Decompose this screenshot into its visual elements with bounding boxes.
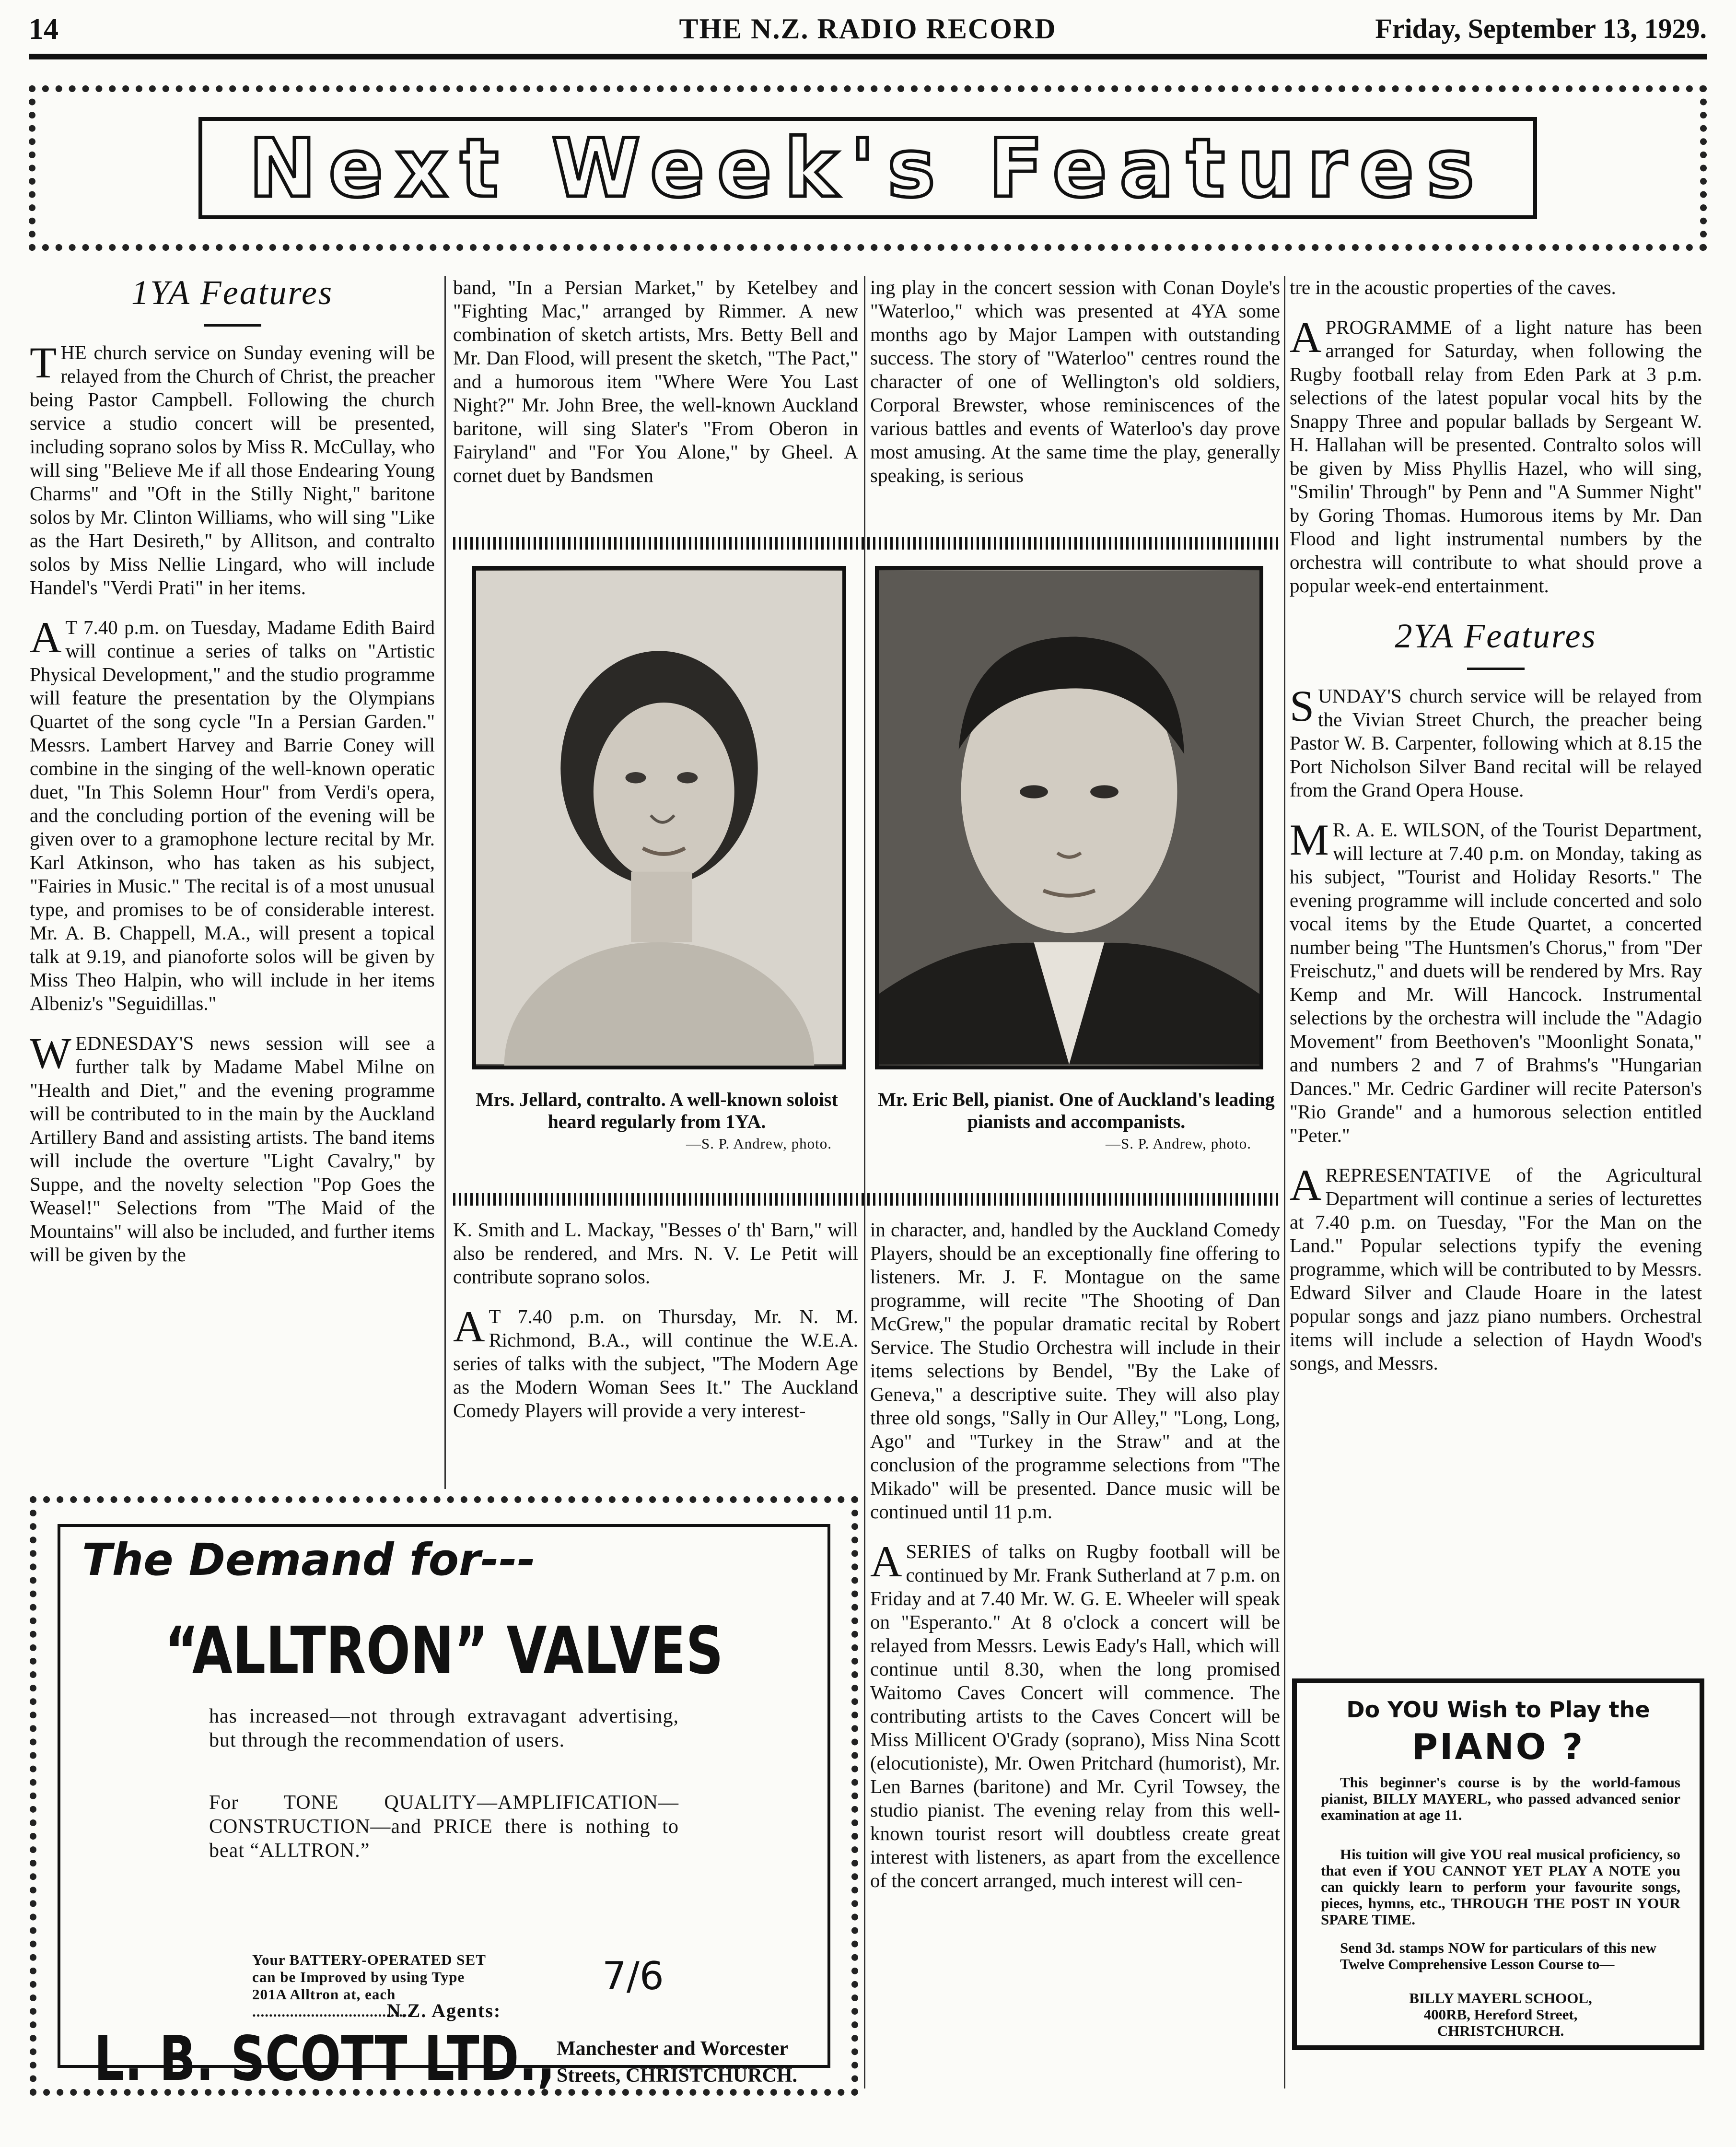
drop-cap: M (1290, 815, 1329, 864)
ad-body-text: For TONE QUALITY—AMPLIFICATION—CONSTRUCTION—and PRICE there is nothing to beat “ALLTRON.” (209, 1792, 679, 1862)
article-paragraph (30, 338, 435, 599)
paragraph-text: PROGRAMME of a light nature has been arranged for Saturday, when following the Rugby football relay from Eden Park at 3 p.m. selections of the latest popular vocal hits by the Snappy Three and popular ballads by Sergeant W. H. Hallahan will be presented. Contralto solos will be given by Miss Phyllis Hazel, who will sing, "Smilin' Through" by Penn and "A Summer Night" by Goring Thomas. Humorous items by Mr. Dan Flood and light instrumental numbers by the orchestra will contribute to what should prove a popular week-end entertainment. (1290, 316, 1702, 597)
column-divider (1284, 276, 1285, 2088)
banner-title: Next Week's Features (248, 121, 1487, 215)
heading-rule (1467, 668, 1525, 670)
ad-company-name: L. B. SCOTT LTD., (94, 2023, 556, 2095)
publication-title: THE N.Z. RADIO RECORD (679, 13, 1057, 45)
column-4 (1290, 276, 1702, 1391)
article-paragraph (1290, 681, 1702, 802)
drop-cap: T (30, 338, 57, 387)
photo-block-rule-bottom (453, 1193, 1280, 1206)
paragraph-text: in character, and, handled by the Auckland Comedy Players, should be an exceptionally fine offering to listeners. Mr. J. F. Montague on the same programme, will recite "The Shooting of Dan McGrew," the popular dramatic recital by Robert Service. The Studio Orchestra will include in their items selections by Bendel, "By the Lake of Geneva," a descriptive suite. They will also play three old songs, "Sally in Our Alley," "Long, Long, Ago" and "Turkey in the Straw" and at the conclusion of the programme selections from "The Mikado" will be presented. Dance music will be continued until 11 p.m. (870, 1219, 1280, 1523)
photo-block-rule-top (453, 537, 1280, 550)
ad-agents-label: N.Z. Agents: (386, 2000, 501, 2021)
ad-title: Do YOU Wish to Play the (1346, 1697, 1650, 1723)
photo-credit: —S. P. Andrew, photo. (686, 1135, 832, 1152)
ad-school-street: 400RB, Hereford Street, (1423, 2006, 1578, 2023)
section-heading-2ya: 2YA Features (1395, 617, 1597, 655)
caption-text: Mrs. Jellard, contralto. A well-known soloist heard regularly from 1YA. (476, 1089, 838, 1132)
ad-price: 7/6 (602, 1954, 664, 1998)
header-rule (29, 54, 1707, 59)
ad-body-text: has increased—not through extravagant advertising, but through the recommendation of users. (209, 1705, 679, 1751)
article-paragraph (453, 1302, 858, 1422)
man-portrait-icon (879, 570, 1259, 1066)
paragraph-text: R. A. E. WILSON, of the Tourist Department, will lecture at 7.40 p.m. on Monday, taking as his subject, "Tourist and Holiday Resorts." The evening programme will include concerted and solo vocal items by the Etude Quartet, a concerted number being "The Huntsmen's Chorus," from "Der Freischutz," and duets will be rendered by Mrs. Ray Kemp and Mr. Will Hancock. Instrumental selections by the orchestra will include the "Adagio Movement" from Beethoven's "Moonlight Sonata," and numbers 2 and 7 of Brahms's "Hungarian Dances." Mr. Cedric Gardiner will recite Paterson's "Rio Grande" and a humorous selection entitled "Peter." (1290, 819, 1702, 1146)
column-2-bottom (453, 1218, 858, 1439)
drop-cap: A (30, 613, 62, 662)
paragraph-text: T 7.40 p.m. on Thursday, Mr. N. M. Richmond, B.A., will continue the W.E.A. series of talks with the subject, "The Modern Age as the Modern Woman Sees It." The Auckland Comedy Players will provide a very interest- (453, 1305, 858, 1421)
banner-frame (198, 117, 1537, 219)
article-paragraph (870, 1537, 1280, 1892)
paragraph-text: K. Smith and L. Mackay, "Besses o' th' Barn," will also be rendered, and Mrs. N. V. Le Petit will contribute soprano solos. (453, 1219, 858, 1288)
ad-address-line: Manchester and Worcester (557, 2038, 788, 2060)
paragraph-text: band, "In a Persian Market," by Ketelbey and "Fighting Mac," arranged by Rimmer. A new combination of sketch artists, Mrs. Betty Bell and Mr. Dan Flood, will present the sketch, "The Pact," and a humorous item "Where Were You Last Night?" Mr. John Bree, the well-known Auckland baritone, will sing Slater's "From Oberon in Fairyland" and "For You Alone," by Gheel. A cornet duet by Bandsmen (453, 276, 858, 486)
ad-body-text: This beginner's course is by the world-famous pianist, BILLY MAYERL, who passed advanced senior examination at age 11. (1321, 1774, 1680, 1823)
paragraph-text: HE church service on Sunday evening will be relayed from the Church of Christ, the preacher being Pastor Campbell. Following the church service a studio concert will be presented, including soprano solos by Miss R. McCullay, who will sing "Believe Me if all those Endearing Young Charms" and "Oft in the Stilly Night," baritone solos by Mr. Clinton Williams, who will sing "Like as the Hart Desireth," by Allitson, and contralto solos by Miss Nellie Lingard, who will include Handel's "Verdi Prati" in her items. (30, 341, 435, 598)
column-1yA (30, 273, 435, 1283)
section-heading-1ya: 1YA Features (131, 273, 333, 312)
drop-cap: A (1290, 1161, 1322, 1209)
paragraph-text: T 7.40 p.m. on Tuesday, Madame Edith Baird will continue a series of talks on "Artistic Physical Development," and the studio programme will feature the presentation by the Olympians Quartet of the song cycle "In a Persian Garden." Messrs. Lambert Harvey and Barrie Coney will combine in the singing of the well-known operatic duet, "In This Solemn Hour" from Verdi's opera, and the concluding portion of the evening will be given over to a gramophone lecture recital by Mr. Karl Atkinson, who has taken as his subject, "Fairies in Music." The recital is of a most unusual type, and promises to be of considerable interest. Mr. A. B. Chappell, M.A., will present a topical talk at 9.19, and pianoforte solos will be given by Miss Theo Halpin, who will include in her items Albeniz's "Seguidillas." (30, 616, 435, 1014)
paragraph-text: SERIES of talks on Rugby football will be continued by Mr. Frank Sutherland at 7 p.m. on Friday and at 7.40 Mr. W. G. E. Wheeler will speak on "Esperanto." At 8 o'clock a concert will be relayed from Messrs. Lewis Eady's Hall, which will continue until 8.30, when the long promised Waitomo Caves Concert will commence. The contributing artists to the Caves Concert will be Miss Millicent O'Grady (soprano), Miss Nina Scott (elocutioniste), Mr. Owen Pritchard (humorist), Mr. Len Barnes (baritone) and Mr. Cyril Towsey, the studio pianist. The evening relay from this well-known tourist resort will doubtless create great interest with listeners, as apart from the excellence of the concert arranged, much interest will cen- (870, 1540, 1280, 1891)
page-number: 14 (29, 13, 58, 46)
column-2-top (453, 276, 858, 487)
ad-body-text: His tuition will give YOU real musical proficiency, so that even if YOU CANNOT YET PLAY A NOTE you can quickly learn to perform your favourite songs, pieces, hymns, etc., THROUGH THE POST IN YOUR SPARE TIME. (1321, 1846, 1680, 1928)
article-paragraph (1290, 1163, 1702, 1375)
photo-credit: —S. P. Andrew, photo. (1105, 1135, 1251, 1152)
paragraph-text: UNDAY'S church service will be relayed from the Vivian Street Church, the preacher being Pastor W. B. Carpenter, following which at 8.15 the Port Nicholson Silver Band recital will be relayed from the Grand Opera House. (1290, 685, 1702, 801)
ad-address (557, 2035, 797, 2089)
photo-caption-right (873, 1089, 1280, 1155)
drop-cap: A (870, 1537, 902, 1586)
ad-title-large: PIANO ? (1411, 1726, 1585, 1768)
drop-cap: A (453, 1302, 485, 1351)
photo-caption-left (453, 1089, 861, 1155)
ad-school-name: BILLY MAYERL SCHOOL, (1409, 1990, 1592, 2006)
portrait-photo-mrs-jellard (472, 566, 846, 1069)
ad-brand-name: “ALLTRON” VALVES (164, 1613, 723, 1689)
article-paragraph (1290, 815, 1702, 1147)
drop-cap: A (1290, 313, 1322, 362)
woman-portrait-icon (476, 570, 842, 1066)
drop-cap: W (30, 1029, 71, 1078)
page-header (29, 9, 1707, 52)
column-divider (444, 276, 446, 1489)
paragraph-text: ing play in the concert session with Conan Doyle's "Waterloo," which was presented at 4YA some months ago by Major Lampen with outstanding success. The story of "Waterloo" centres round the character of one of Wellington's old soldiers, Corporal Brewster, whose reminiscences of the various battles and events of Waterloo's day prove most amusing. At the same time the play, generally speaking, is serious (870, 276, 1280, 486)
piano-lessons-advertisement (1292, 1678, 1704, 2050)
issue-date: Friday, September 13, 1929. (1375, 13, 1707, 44)
paragraph-text: EDNESDAY'S news session will see a further talk by Madame Mabel Milne on "Health and Diet," and the evening programme will be contributed to in the main by the Auckland Artillery Band and assisting artists. The band items will include the overture "Light Cavalry," by Suppe, and the novelty selection "Pop Goes the Weasel!" Selections from "The Maid of the Mountains" will also be included, and further items will be given by the (30, 1032, 435, 1266)
column-3-bottom (870, 1218, 1280, 1909)
heading-rule (204, 324, 261, 327)
ad-address-line: Streets, CHRISTCHURCH. (557, 2065, 798, 2087)
article-paragraph (30, 1029, 435, 1267)
caption-text: Mr. Eric Bell, pianist. One of Auckland's leading pianists and accompanists. (878, 1089, 1275, 1132)
ad-headline: The Demand for--- (82, 1534, 536, 1585)
features-banner (29, 85, 1707, 251)
drop-cap: S (1290, 681, 1315, 730)
paragraph-text: REPRESENTATIVE of the Agricultural Department will continue a series of lecturettes at 7.40 p.m. on Tuesday, "For the Man on the Land." Popular selections typify the evening programme, which will be contributed to by Messrs. Edward Silver and Claude Hoare in the latest popular songs and jazz piano numbers. Orchestral items will include a selection of Haydn Wood's songs, and Messrs. (1290, 1164, 1702, 1374)
paragraph-text: tre in the acoustic properties of the caves. (1290, 276, 1616, 298)
alltron-valves-advertisement (30, 1496, 858, 2096)
ad-body-text: Send 3d. stamps NOW for particulars of this new Twelve Comprehensive Lesson Course to— (1340, 1939, 1656, 1972)
column-3-top (870, 276, 1280, 487)
article-paragraph (30, 613, 435, 1015)
article-paragraph (1290, 313, 1702, 598)
ad-school-city: CHRISTCHURCH. (1437, 2022, 1564, 2039)
portrait-photo-mr-eric-bell (875, 566, 1263, 1069)
ad-offer-text: Your BATTERY-OPERATED SET can be Improved by using Type 201A Alltron at, each ...................................... (252, 1951, 486, 2020)
